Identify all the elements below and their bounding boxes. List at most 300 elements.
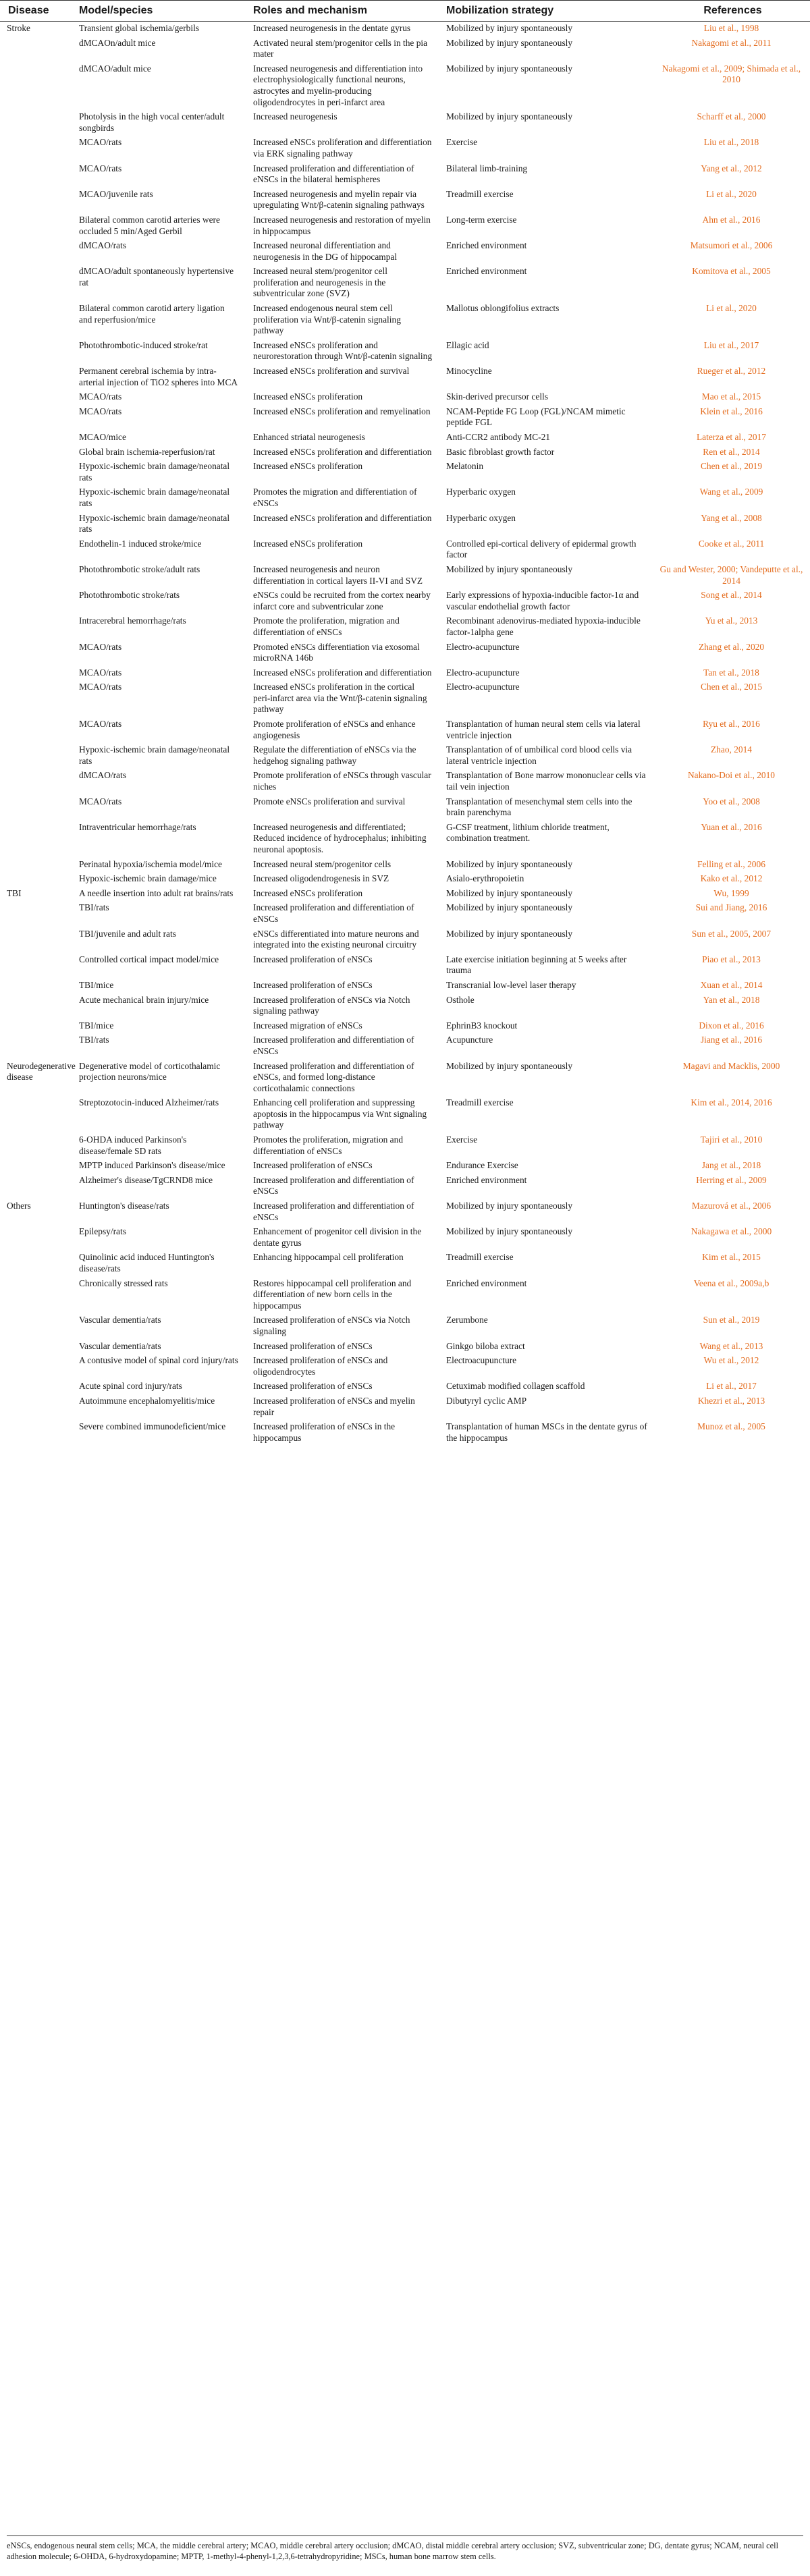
roles-cell: Increased neurogenesis and restoration of myelin in hippocampus <box>253 214 431 236</box>
disease-cell <box>0 821 71 858</box>
reference-link[interactable]: Khezri et al., 2013 <box>697 1395 765 1406</box>
table-row <box>0 795 810 821</box>
disease-cell <box>0 239 71 265</box>
model-cell: Epilepsy/rats <box>79 1226 126 1237</box>
strategy-cell: Osthole <box>446 994 475 1005</box>
disease-cell <box>0 1019 71 1034</box>
roles-cell: Increased proliferation of eNSCs <box>253 979 373 990</box>
header-disease: Disease <box>0 1 71 22</box>
reference-link[interactable]: Kako et al., 2012 <box>700 873 763 884</box>
disease-cell <box>0 563 71 588</box>
reference-link[interactable]: Ahn et al., 2016 <box>702 214 761 225</box>
disease-cell <box>0 1313 71 1339</box>
reference-link[interactable]: Yoo et al., 2008 <box>703 796 760 806</box>
disease-cell <box>0 795 71 821</box>
model-cell: Endothelin-1 induced stroke/mice <box>79 538 202 549</box>
roles-cell: Increased eNSCs proliferation and differentiation <box>253 667 432 678</box>
table-row <box>0 364 810 390</box>
roles-cell: Increased eNSCs proliferation <box>253 538 363 549</box>
model-cell: 6-OHDA induced Parkinson's disease/female SD rats <box>79 1134 187 1156</box>
model-cell: Photolysis in the high vocal center/adult songbirds <box>79 111 225 133</box>
model-cell: MCAO/rats <box>79 796 122 806</box>
table-footnote: eNSCs, endogenous neural stem cells; MCA, the middle cerebral artery; MCAO, middle cerebral artery occlusion; dMCAO, distal middle cerebral artery occlusion; SVZ, subventricular zone; DG, dentate gyrus; NCAM, neural cell adhesion molecule; 6-OHDA, 6-hydroxydopamine; MPTP, 1-methyl-4-phenyl-1,2,3,6-tetrahydropyridine; MSCs, human bone marrow stem cells. <box>7 2536 803 2563</box>
reference-link[interactable]: Liu et al., 1998 <box>703 23 759 33</box>
disease-cell <box>0 431 71 445</box>
roles-cell: Activated neural stem/progenitor cells in the pia mater <box>253 37 428 59</box>
reference-link[interactable]: Kim et al., 2014, 2016 <box>691 1097 772 1108</box>
strategy-cell: G-CSF treatment, lithium chloride treatment, combination treatment. <box>446 821 610 844</box>
model-cell: Bilateral common carotid arteries were occluded 5 min/Aged Gerbil <box>79 214 220 236</box>
strategy-cell: Treadmill exercise <box>446 188 514 199</box>
disease-cell: Neurodegenerative disease <box>7 1060 76 1083</box>
strategy-cell: Zerumbone <box>446 1315 488 1325</box>
model-cell: dMCAO/rats <box>79 240 126 251</box>
model-cell: MCAO/rats <box>79 163 122 173</box>
model-cell: MCAO/rats <box>79 719 122 730</box>
table-row <box>0 213 810 239</box>
roles-cell: Increased eNSCs proliferation and remyelination <box>253 406 431 416</box>
roles-cell: Regulate the differentiation of eNSCs via the hedgehog signaling pathway <box>253 744 416 766</box>
table-row <box>0 1379 810 1394</box>
disease-cell <box>0 110 71 136</box>
reference-link[interactable]: Nakagomi et al., 2009; Shimada et al., 2010 <box>662 63 801 85</box>
roles-cell: Increased proliferation of eNSCs and myelin repair <box>253 1395 415 1417</box>
reference-link[interactable]: Felling et al., 2006 <box>697 858 765 869</box>
table-row <box>0 666 810 681</box>
table-row <box>0 1354 810 1379</box>
strategy-cell: Minocycline <box>446 366 492 377</box>
reference-link[interactable]: Sui and Jiang, 2016 <box>695 902 767 913</box>
model-cell: Intracerebral hemorrhage/rats <box>79 615 186 626</box>
strategy-cell: Electro-acupuncture <box>446 682 520 692</box>
model-cell: Permanent cerebral ischemia by intra-arterial injection of TiO2 spheres into MCA <box>79 366 238 387</box>
strategy-cell: Dibutyryl cyclic AMP <box>446 1395 527 1406</box>
model-cell: MCAO/rats <box>79 641 122 652</box>
roles-cell: Promote proliferation of eNSCs through vascular niches <box>253 770 431 792</box>
reference-link[interactable]: Wang et al., 2013 <box>699 1340 763 1351</box>
roles-cell: eNSCs could be recruited from the cortex nearby infarct core and subventricular zone <box>253 590 431 611</box>
disease-cell <box>0 680 71 717</box>
table-row <box>0 445 810 460</box>
model-cell: dMCAO/adult spontaneously hypertensive rat <box>79 266 234 287</box>
strategy-cell: Mobilized by injury spontaneously <box>446 887 573 898</box>
disease-cell <box>0 265 71 302</box>
table-row <box>0 1019 810 1034</box>
table-row <box>0 22 810 36</box>
reference-link[interactable]: Yu et al., 2013 <box>705 615 758 626</box>
disease-cell <box>0 62 71 110</box>
reference-link[interactable]: Chen et al., 2015 <box>700 682 763 692</box>
reference-link[interactable]: Ren et al., 2014 <box>703 446 760 457</box>
table-row <box>0 743 810 769</box>
roles-cell: Increased proliferation and differentiation of eNSCs <box>253 1174 414 1197</box>
strategy-cell: Late exercise initiation beginning at 5 weeks after trauma <box>446 954 627 976</box>
reference-link[interactable]: Veena et al., 2009a,b <box>693 1278 770 1288</box>
reference-link[interactable]: Sun et al., 2005, 2007 <box>691 928 772 939</box>
model-cell: Photothrombotic stroke/rats <box>79 590 180 601</box>
disease-cell <box>0 1277 71 1314</box>
roles-cell: Increased eNSCs proliferation and neurorestoration through Wnt/β-catenin signaling <box>253 339 433 362</box>
disease-cell <box>0 666 71 681</box>
reference-link[interactable]: Yang et al., 2012 <box>701 163 762 173</box>
roles-cell: Promotes the proliferation, migration and differentiation of eNSCs <box>253 1134 404 1156</box>
header-model: Model/species <box>71 1 245 22</box>
model-cell: A contusive model of spinal cord injury/rats <box>79 1355 238 1366</box>
strategy-cell: Exercise <box>446 137 478 148</box>
table-row <box>0 188 810 213</box>
disease-cell <box>0 1420 71 1448</box>
roles-cell: Increased proliferation and differentiation of eNSCs, and formed long-distance corticothalamic connections <box>253 1060 414 1093</box>
disease-cell <box>0 1133 71 1159</box>
roles-cell: Increased neurogenesis and differentiation into electrophysiologically functional neurons, astrocytes and myelin-producing oligodendrocytes in peri-infarct area <box>253 63 423 107</box>
disease-cell <box>0 36 71 62</box>
table-row <box>0 887 810 902</box>
table-row <box>0 265 810 302</box>
reference-link[interactable]: Matsumori et al., 2006 <box>690 240 773 251</box>
reference-link[interactable]: Tan et al., 2018 <box>703 667 759 678</box>
model-cell: Photothrombotic stroke/adult rats <box>79 564 200 574</box>
strategy-cell: Enriched environment <box>446 240 527 251</box>
disease-cell <box>0 1174 71 1199</box>
roles-cell: Promote proliferation of eNSCs and enhance angiogenesis <box>253 719 416 740</box>
table-row <box>0 1225 810 1251</box>
roles-cell: Increased eNSCs proliferation <box>253 391 363 402</box>
table-row <box>0 858 810 873</box>
roles-cell: Increased neural stem/progenitor cells <box>253 858 392 869</box>
disease-cell <box>0 858 71 873</box>
table-row <box>0 405 810 431</box>
model-cell: Photothrombotic-induced stroke/rat <box>79 339 208 350</box>
reference-link[interactable]: Scharff et al., 2000 <box>697 111 766 122</box>
table-row <box>0 1251 810 1276</box>
reference-link[interactable]: Jiang et al., 2016 <box>700 1035 763 1045</box>
reference-link[interactable]: Kim et al., 2015 <box>702 1252 761 1263</box>
roles-cell: Increased proliferation of eNSCs and oligodendrocytes <box>253 1355 388 1377</box>
disease-cell <box>0 901 71 927</box>
strategy-cell: Mobilized by injury spontaneously <box>446 111 573 122</box>
strategy-cell: Ellagic acid <box>446 339 489 350</box>
roles-cell: Increased neurogenesis and differentiated; Reduced incidence of hydrocephalus; inhibiting neuronal apoptosis. <box>253 821 427 854</box>
roles-cell: Increased neurogenesis <box>253 111 338 122</box>
reference-link[interactable]: Gu and Wester, 2000; Vandeputte et al., 2014 <box>659 564 803 586</box>
strategy-cell: Bilateral limb-training <box>446 163 528 173</box>
roles-cell: Increased neurogenesis and myelin repair via upregulating Wnt/β-catenin signaling pathways <box>253 188 425 211</box>
table-row <box>0 1033 810 1059</box>
model-cell: TBI/mice <box>79 1020 114 1031</box>
table-row <box>0 821 810 858</box>
strategy-cell: Transcranial low-level laser therapy <box>446 979 576 990</box>
model-cell: dMCAOn/adult mice <box>79 37 156 48</box>
disease-cell <box>0 188 71 213</box>
reference-link[interactable]: Li et al., 2020 <box>706 188 757 199</box>
table-row <box>0 901 810 927</box>
reference-link[interactable]: Cooke et al., 2011 <box>698 538 765 549</box>
strategy-cell: Treadmill exercise <box>446 1252 514 1263</box>
model-cell: MCAO/rats <box>79 391 122 402</box>
table-row <box>0 563 810 588</box>
reference-link[interactable]: Nakano-Doi et al., 2010 <box>687 770 776 781</box>
table-row <box>0 485 810 511</box>
strategy-cell: NCAM-Peptide FG Loop (FGL)/NCAM mimetic peptide FGL <box>446 406 626 428</box>
strategy-cell: Controlled epi-cortical delivery of epidermal growth factor <box>446 538 637 560</box>
table-row <box>0 1394 810 1420</box>
reference-link[interactable]: Sun et al., 2019 <box>703 1315 760 1325</box>
reference-link[interactable]: Liu et al., 2018 <box>703 137 759 148</box>
reference-link[interactable]: Jang et al., 2018 <box>701 1160 761 1171</box>
model-cell: Streptozotocin-induced Alzheimer/rats <box>79 1097 219 1108</box>
roles-cell: Increased endogenous neural stem cell proliferation via Wnt/β-catenin signaling pathway <box>253 303 401 336</box>
disease-cell <box>0 445 71 460</box>
disease-cell <box>0 1379 71 1394</box>
roles-cell: Restores hippocampal cell proliferation and differentiation of new born cells in the hippocampus <box>253 1278 412 1311</box>
strategy-cell: Mobilized by injury spontaneously <box>446 1201 573 1211</box>
strategy-cell: Mobilized by injury spontaneously <box>446 23 573 33</box>
roles-cell: Increased eNSCs proliferation <box>253 887 363 898</box>
table-row <box>0 640 810 666</box>
table-row <box>0 512 810 537</box>
disease-cell <box>0 213 71 239</box>
reference-link[interactable]: Klein et al., 2016 <box>700 406 763 416</box>
reference-link[interactable]: Mao et al., 2015 <box>701 391 761 402</box>
strategy-cell: Mobilized by injury spontaneously <box>446 63 573 74</box>
strategy-cell: Mobilized by injury spontaneously <box>446 1060 573 1071</box>
roles-cell: Increased proliferation and differentiation of eNSCs <box>253 902 414 924</box>
strategy-cell: Hyperbaric oxygen <box>446 487 516 497</box>
model-cell: MCAO/rats <box>79 406 122 416</box>
header-row <box>0 1 810 22</box>
table-row <box>0 110 810 136</box>
model-cell: Hypoxic-ischemic brain damage/mice <box>79 873 217 884</box>
reference-link[interactable]: Munoz et al., 2005 <box>697 1421 765 1432</box>
table-row <box>0 979 810 993</box>
disease-cell <box>0 1225 71 1251</box>
strategy-cell: Anti-CCR2 antibody MC-21 <box>446 432 550 442</box>
model-cell: Acute mechanical brain injury/mice <box>79 994 209 1005</box>
model-cell: TBI/rats <box>79 902 109 913</box>
reference-link[interactable]: Tajiri et al., 2010 <box>700 1134 763 1145</box>
roles-cell: Increased eNSCs proliferation and survival <box>253 366 410 377</box>
strategy-cell: Mobilized by injury spontaneously <box>446 1226 573 1237</box>
strategy-cell: Ginkgo biloba extract <box>446 1340 525 1351</box>
disease-cell <box>0 588 71 614</box>
table-row <box>0 162 810 188</box>
strategy-cell: Recombinant adenovirus-mediated hypoxia-inducible factor-1alpha gene <box>446 615 641 637</box>
reference-link[interactable]: Magavi and Macklis, 2000 <box>682 1060 780 1071</box>
reference-link[interactable]: Zhao, 2014 <box>711 744 752 755</box>
roles-cell: Increased proliferation of eNSCs <box>253 1381 373 1392</box>
reference-link[interactable]: Xuan et al., 2014 <box>700 979 763 990</box>
model-cell: MPTP induced Parkinson's disease/mice <box>79 1160 225 1171</box>
model-cell: Huntington's disease/rats <box>79 1201 169 1211</box>
table-row <box>0 339 810 364</box>
reference-link[interactable]: Yang et al., 2008 <box>701 512 762 523</box>
model-cell: Alzheimer's disease/TgCRND8 mice <box>79 1174 213 1185</box>
table-row <box>0 927 810 953</box>
strategy-cell: Enriched environment <box>446 266 527 277</box>
model-cell: Hypoxic-ischemic brain damage/neonatal rats <box>79 744 230 766</box>
model-cell: Intraventricular hemorrhage/rats <box>79 821 196 832</box>
model-cell: MCAO/juvenile rats <box>79 188 153 199</box>
roles-cell: Increased neuronal differentiation and neurogenesis in the DG of hippocampal <box>253 240 398 262</box>
disease-cell <box>0 1159 71 1174</box>
roles-cell: eNSCs differentiated into mature neurons and integrated into the existing neuronal circuitry <box>253 928 419 950</box>
disease-cell <box>0 953 71 979</box>
model-cell: Controlled cortical impact model/mice <box>79 954 219 964</box>
table-row <box>0 1096 810 1133</box>
disease-cell <box>0 485 71 511</box>
roles-cell: Increased proliferation of eNSCs in the hippocampus <box>253 1421 396 1443</box>
disease-cell: TBI <box>7 887 22 898</box>
header-strategy: Mobilization strategy <box>438 1 653 22</box>
roles-cell: Increased eNSCs proliferation <box>253 461 363 472</box>
disease-cell <box>0 979 71 993</box>
disease-cell <box>0 1096 71 1133</box>
reference-link[interactable]: Ryu et al., 2016 <box>703 719 760 730</box>
model-cell: Vascular dementia/rats <box>79 1315 161 1325</box>
model-cell: Degenerative model of corticothalamic projection neurons/mice <box>79 1060 221 1083</box>
reference-link[interactable]: Li et al., 2017 <box>706 1381 757 1392</box>
roles-cell: Promote the proliferation, migration and differentiation of eNSCs <box>253 615 400 637</box>
table-row <box>0 302 810 339</box>
model-cell: Vascular dementia/rats <box>79 1340 161 1351</box>
disease-cell: Stroke <box>7 23 30 33</box>
table-row <box>0 1060 810 1097</box>
roles-cell: Enhancing cell proliferation and suppressing apoptosis in the hippocampus via Wnt signaling pathway <box>253 1097 427 1130</box>
model-cell: Chronically stressed rats <box>79 1278 168 1288</box>
disease-cell <box>0 614 71 640</box>
table-row <box>0 537 810 563</box>
strategy-cell: Endurance Exercise <box>446 1160 518 1171</box>
table-row <box>0 1313 810 1339</box>
roles-cell: Increased proliferation of eNSCs via Notch signaling pathway <box>253 994 410 1016</box>
reference-link[interactable]: Rueger et al., 2012 <box>697 366 766 377</box>
reference-link[interactable]: Herring et al., 2009 <box>696 1174 767 1185</box>
model-cell: Hypoxic-ischemic brain damage/neonatal rats <box>79 461 230 483</box>
disease-cell <box>0 460 71 485</box>
disease-cell <box>0 927 71 953</box>
reference-link[interactable]: Dixon et al., 2016 <box>699 1020 764 1031</box>
strategy-cell: Exercise <box>446 1134 478 1145</box>
strategy-cell: Mallotus oblongifolius extracts <box>446 303 560 314</box>
disease-cell <box>0 390 71 405</box>
table-row <box>0 1174 810 1199</box>
strategy-cell: Electro-acupuncture <box>446 641 520 652</box>
model-cell: dMCAO/rats <box>79 770 126 781</box>
roles-cell: Promote eNSCs proliferation and survival <box>253 796 406 806</box>
roles-cell: Increased neurogenesis in the dentate gyrus <box>253 23 411 33</box>
roles-cell: Increased proliferation of eNSCs via Notch signaling <box>253 1315 410 1336</box>
disease-cell <box>0 769 71 794</box>
strategy-cell: Acupuncture <box>446 1035 493 1045</box>
reference-link[interactable]: Song et al., 2014 <box>701 590 762 601</box>
reference-link[interactable]: Nakagawa et al., 2000 <box>691 1226 772 1237</box>
roles-cell: Increased proliferation and differentiation of eNSCs <box>253 1035 414 1056</box>
reference-link[interactable]: Wu et al., 2012 <box>703 1355 759 1366</box>
roles-cell: Increased eNSCs proliferation and differentiation <box>253 512 432 523</box>
reference-link[interactable]: Wu, 1999 <box>713 887 749 898</box>
strategy-cell: Treadmill exercise <box>446 1097 514 1108</box>
strategy-cell: Transplantation of human neural stem cells via lateral ventricle injection <box>446 719 641 740</box>
strategy-cell: Long-term exercise <box>446 214 517 225</box>
roles-cell: Enhancing hippocampal cell proliferation <box>253 1252 404 1263</box>
strategy-cell: Transplantation of Bone marrow mononuclear cells via tail vein injection <box>446 770 646 792</box>
disease-cell <box>0 743 71 769</box>
table-row <box>0 1420 810 1448</box>
model-cell: Quinolinic acid induced Huntington's disease/rats <box>79 1252 215 1273</box>
reference-link[interactable]: Li et al., 2020 <box>706 303 757 314</box>
table-row <box>0 460 810 485</box>
roles-cell: Increased proliferation and differentiation of eNSCs <box>253 1201 414 1222</box>
table-header <box>0 1 810 22</box>
disease-cell <box>0 512 71 537</box>
disease-cell <box>0 1033 71 1059</box>
strategy-cell: Mobilized by injury spontaneously <box>446 858 573 869</box>
roles-cell: Increased neurogenesis and neuron differentiation in cortical layers II-VI and SVZ <box>253 564 423 586</box>
header-roles: Roles and mechanism <box>245 1 438 22</box>
table-row <box>0 136 810 161</box>
reference-link[interactable]: Zhang et al., 2020 <box>698 641 765 652</box>
table-body <box>0 22 810 1448</box>
model-cell: Bilateral common carotid artery ligation and reperfusion/mice <box>79 303 225 325</box>
disease-cell <box>0 364 71 390</box>
table-row <box>0 431 810 445</box>
roles-cell: Increased eNSCs proliferation and differentiation via ERK signaling pathway <box>253 137 432 159</box>
disease-cell <box>0 405 71 431</box>
model-cell: Autoimmune encephalomyelitis/mice <box>79 1395 215 1406</box>
strategy-cell: Enriched environment <box>446 1278 527 1288</box>
table-row <box>0 717 810 743</box>
strategy-cell: Enriched environment <box>446 1174 527 1185</box>
strategy-cell: Transplantation of of umbilical cord blood cells via lateral ventricle injection <box>446 744 632 766</box>
table-row <box>0 1159 810 1174</box>
reference-link[interactable]: Yuan et al., 2016 <box>701 821 762 832</box>
table-row <box>0 239 810 265</box>
disease-cell <box>0 1394 71 1420</box>
disease-cell <box>0 993 71 1019</box>
table-row <box>0 993 810 1019</box>
reference-link[interactable]: Laterza et al., 2017 <box>697 432 766 442</box>
model-cell: MCAO/mice <box>79 432 126 442</box>
roles-cell: Promotes the migration and differentiation of eNSCs <box>253 487 417 508</box>
reference-link[interactable]: Liu et al., 2017 <box>703 339 759 350</box>
table-row <box>0 614 810 640</box>
reference-link[interactable]: Komitova et al., 2005 <box>692 266 771 277</box>
model-cell: Transient global ischemia/gerbils <box>79 23 200 33</box>
reference-link[interactable]: Chen et al., 2019 <box>700 461 763 472</box>
table-row <box>0 769 810 794</box>
model-cell: Perinatal hypoxia/ischemia model/mice <box>79 858 222 869</box>
reference-link[interactable]: Nakagomi et al., 2011 <box>691 37 772 48</box>
reference-link[interactable]: Yan et al., 2018 <box>703 994 760 1005</box>
model-cell: dMCAO/adult mice <box>79 63 151 74</box>
model-cell: Severe combined immunodeficient/mice <box>79 1421 226 1432</box>
table-row <box>0 1277 810 1314</box>
roles-cell: Enhancement of progenitor cell division in the dentate gyrus <box>253 1226 422 1248</box>
roles-cell: Promoted eNSCs differentiation via exosomal microRNA 146b <box>253 641 420 663</box>
reference-link[interactable]: Piao et al., 2013 <box>702 954 761 964</box>
reference-link[interactable]: Wang et al., 2009 <box>699 487 763 497</box>
strategy-cell: Early expressions of hypoxia-inducible factor-1α and vascular endothelial growth factor <box>446 590 639 611</box>
reference-link[interactable]: Mazurová et al., 2006 <box>691 1201 772 1211</box>
disease-cell <box>0 1251 71 1276</box>
strategy-cell: Mobilized by injury spontaneously <box>446 564 573 574</box>
strategy-cell: Transplantation of human MSCs in the dentate gyrus of the hippocampus <box>446 1421 647 1443</box>
disease-cell <box>0 537 71 563</box>
disease-cell <box>0 162 71 188</box>
model-cell: Global brain ischemia-reperfusion/rat <box>79 446 215 457</box>
strategy-cell: Mobilized by injury spontaneously <box>446 37 573 48</box>
strategy-cell: Electroacupuncture <box>446 1355 517 1366</box>
